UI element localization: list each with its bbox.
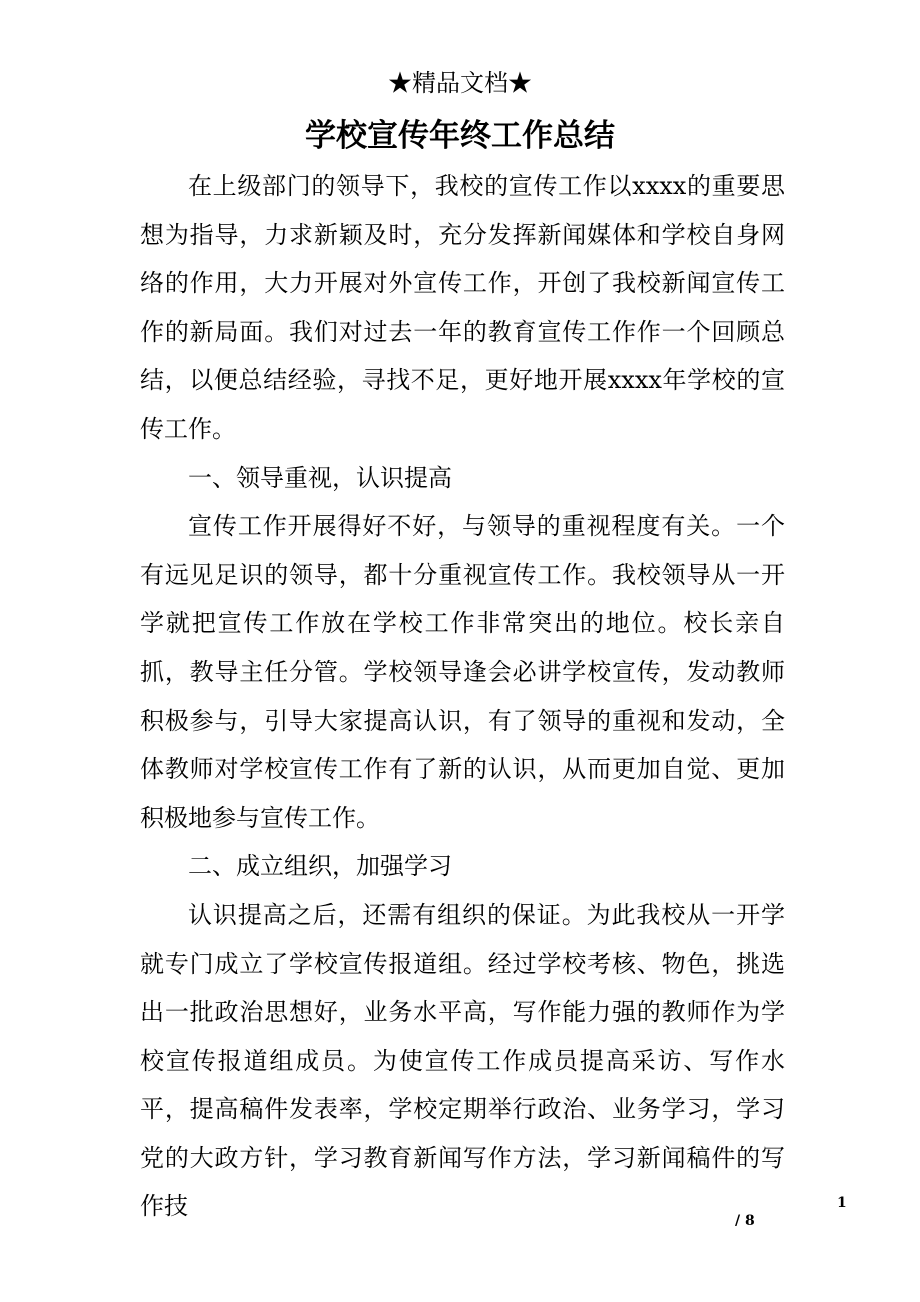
paragraph-section-1: 宣传工作开展得好不好，与领导的重视程度有关。一个有远见足识的领导，都十分重视宣传工作。我校领导从一开学就把宣传工作放在学校工作非常突出的地位。校长亲自抓，教导主任分管。学校领导逢会必讲学校宣传，发动教师积极参与，引导大家提高认识，有了领导的重视和发动，全体教师对学校宣传工作有了新的认识，从而更加自觉、更加积极地参与宣传工作。 [140,512,785,832]
page-number: 1 [837,1195,847,1211]
document-title: 学校宣传年终工作总结 [305,118,615,154]
section-heading-1: 一、领导重视，认识提高 [188,463,452,492]
section-heading-2: 二、成立组织，加强学习 [188,852,452,881]
header-label: ★精品文档★ [388,69,532,97]
paragraph-intro: 在上级部门的领导下，我校的宣传工作以xxxx的重要思想为指导，力求新颖及时，充分发挥新闻媒体和学校自身网络的作用，大力开展对外宣传工作，开创了我校新闻宣传工作的新局面。我们对过去一年的教育宣传工作作一个回顾总结，以便总结经验，寻找不足，更好地开展xxxx年学校的宣传工作。 [140,172,785,443]
page-total: / 8 [735,1213,755,1229]
document-body [140,162,785,1231]
paragraph-section-2: 认识提高之后，还需有组织的保证。为此我校从一开学就专门成立了学校宣传报道组。经过学校考核、物色，挑选出一批政治思想好，业务水平高，写作能力强的教师作为学校宣传报道组成员。为使宣传工作成员提高采访、写作水平，提高稿件发表率，学校定期举行政治、业务学习，学习党的大政方针，学习教育新闻写作方法，学习新闻稿件的写作技 [140,900,785,1221]
